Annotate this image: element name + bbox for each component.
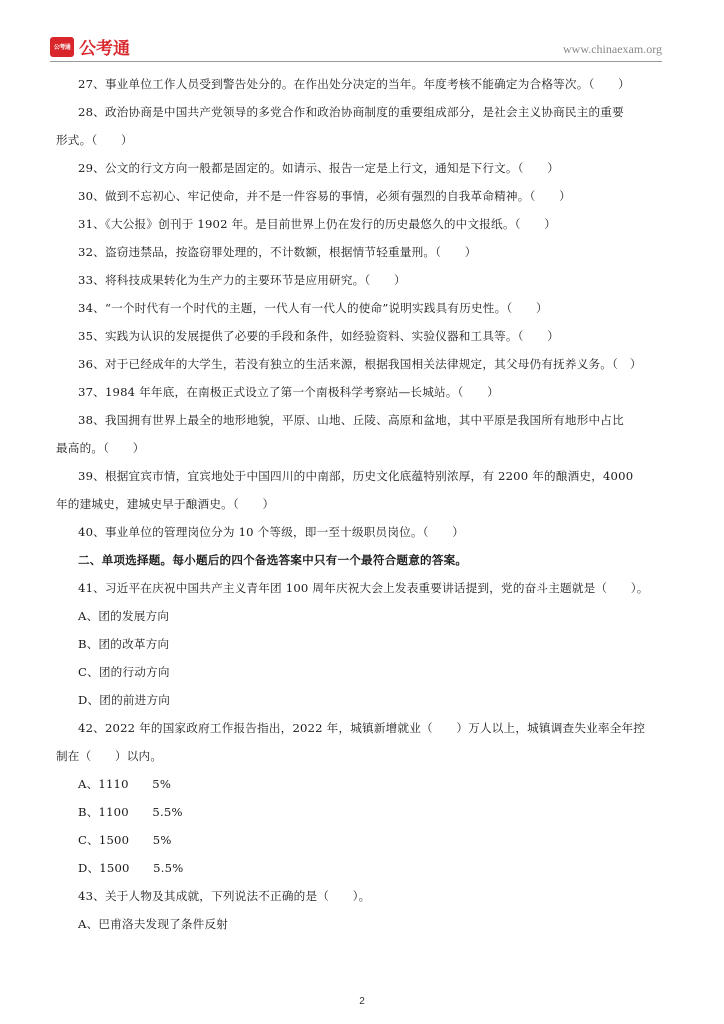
text-line: 32、盗窃违禁品，按盗窃罪处理的，不计数额，根据情节轻重量刑。（ ） <box>78 245 477 259</box>
header-divider <box>50 61 662 62</box>
text-line: 27、事业单位工作人员受到警告处分的。在作出处分决定的当年。年度考核不能确定为合格等次。（ ） <box>78 77 630 91</box>
text-line: C、1500 5% <box>78 833 172 847</box>
document-body <box>56 76 670 933</box>
logo <box>50 34 130 59</box>
text-line: 29、公文的行文方向一般都是固定的。如请示、报告一定是上行文，通知是下行文。（ ） <box>78 161 560 175</box>
text-line: 35、实践为认识的发展提供了必要的手段和条件，如经验资料、实验仪器和工具等。（ ） <box>78 329 560 343</box>
text-line: B、1100 5.5% <box>78 805 183 819</box>
text-line: 41、习近平在庆祝中国共产主义青年团 100 周年庆祝大会上发表重要讲话提到，党的奋斗主题就是（ ）。 <box>78 581 649 595</box>
text-line: 制在（ ）以内。 <box>56 749 163 763</box>
page-header <box>50 34 662 60</box>
section-heading: 二、单项选择题。每小题后的四个备选答案中只有一个最符合题意的答案。 <box>78 553 468 567</box>
text-line: 年的建城史，建城史早于酿酒史。（ ） <box>56 497 275 511</box>
text-line: 37、1984 年年底，在南极正式设立了第一个南极科学考察站—长城站。（ ） <box>78 385 499 399</box>
text-line: D、1500 5.5% <box>78 861 184 875</box>
text-line: 33、将科技成果转化为生产力的主要环节是应用研究。（ ） <box>78 273 406 287</box>
page-number: 2 <box>359 996 365 1007</box>
text-line: A、巴甫洛夫发现了条件反射 <box>78 917 229 931</box>
text-line: 30、做到不忘初心、牢记使命，并不是一件容易的事情，必须有强烈的自我革命精神。（ ） <box>78 189 571 203</box>
text-line: D、团的前进方向 <box>78 693 171 707</box>
text-line: 43、关于人物及其成就，下列说法不正确的是（ ）。 <box>78 889 371 903</box>
logo-badge: 公考通 <box>50 37 74 57</box>
text-line: C、团的行动方向 <box>78 665 170 679</box>
text-line: 36、对于已经成年的大学生，若没有独立的生活来源，根据我国相关法律规定，其父母仍有抚养义务。（ ） <box>78 357 642 371</box>
text-line: 31、《大公报》创刊于 1902 年。是目前世界上仍在发行的历史最悠久的中文报纸。（ ） <box>78 217 556 231</box>
text-line: A、1110 5% <box>78 777 172 791</box>
logo-text: 公考通 <box>79 39 130 59</box>
text-line: 42、2022 年的国家政府工作报告指出，2022 年，城镇新增就业（ ）万人以上，城镇调查失业率全年控 <box>78 721 646 735</box>
text-line: 28、政治协商是中国共产党领导的多党合作和政治协商制度的重要组成部分，是社会主义协商民主的重要 <box>78 105 624 119</box>
site-url: www.chinaexam.org <box>563 42 662 56</box>
text-line: 形式。（ ） <box>56 133 133 147</box>
text-line: 34、“一个时代有一个时代的主题，一代人有一代人的使命”说明实践具有历史性。（ ） <box>78 301 548 315</box>
text-line: 40、事业单位的管理岗位分为 10 个等级，即一至十级职员岗位。（ ） <box>78 525 465 539</box>
text-line: 39、根据宜宾市情，宜宾地处于中国四川的中南部，历史文化底蕴特别浓厚，有 2200 年的酿酒史，4000 <box>78 469 634 483</box>
text-line: 最高的。（ ） <box>56 441 145 455</box>
text-line: B、团的改革方向 <box>78 637 170 651</box>
text-line: A、团的发展方向 <box>78 609 170 623</box>
text-line: 38、我国拥有世界上最全的地形地貌，平原、山地、丘陵、高原和盆地，其中平原是我国所有地形中占比 <box>78 413 624 427</box>
